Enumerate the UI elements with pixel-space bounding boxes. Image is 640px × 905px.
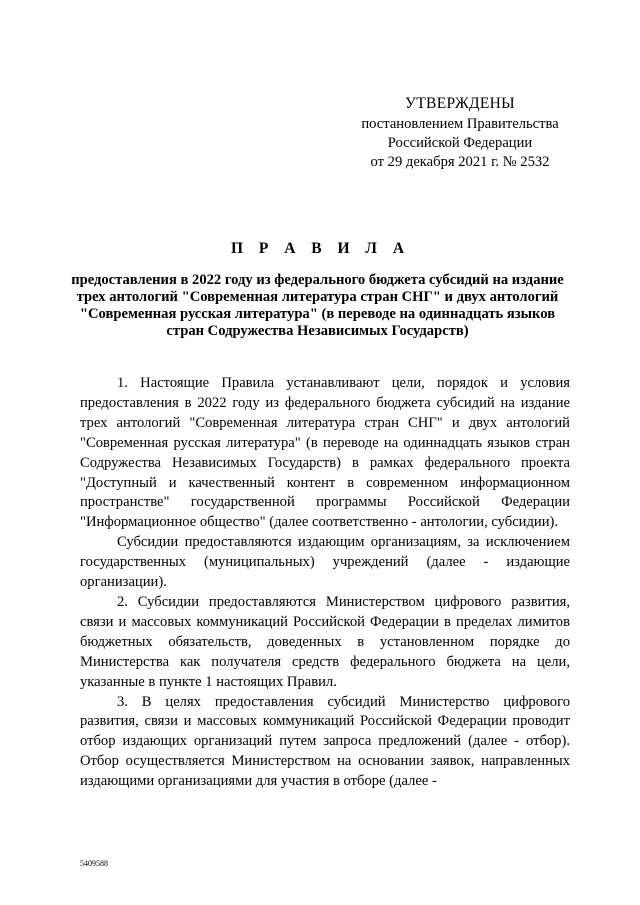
approval-title: УТВЕРЖДЕНЫ bbox=[405, 95, 515, 112]
paragraph-4: 3. В целях предоставления субсидий Министерство цифрового развития, связи и массовых коммуникаций Российской Федерации проводит отбор издающих организаций путем запроса предложений (далее - отбор). Отбор осуществляется Министерством на основании заявок, направленных издающими организациями для участия в отборе (далее - bbox=[80, 693, 570, 790]
approval-line-3: от 29 декабря 2021 г. № 2532 bbox=[370, 154, 550, 170]
document-code: 5409588 bbox=[80, 859, 108, 868]
approval-line-2: Российской Федерации bbox=[387, 135, 533, 151]
document-heading bbox=[60, 240, 575, 340]
paragraph-2: Субсидии предоставляются издающим организациям, за исключением государственных (муниципальных) учреждений (далее - издающие организации). bbox=[80, 534, 570, 591]
paragraph-1: 1. Настоящие Правила устанавливают цели, порядок и условия предоставления в 2022 году из федерального бюджета субсидий на издание трех антологий "Современная литература стран СНГ" и двух антологий "Современная русская литература" (в переводе на одиннадцать языков стран Содружества Независимых Государств) в рамках федерального проекта "Доступный и качественный контент в современном информационном пространстве" государственной программы Российской Федерации "Информационное общество" (далее соответственно - антологии, субсидии). bbox=[80, 375, 570, 531]
approval-line-1: постановлением Правительства bbox=[361, 116, 559, 132]
document-subtitle: предоставления в 2022 году из федерального бюджета субсидий на издание трех антологий "Современная литература стран СНГ" и двух антологий "Современная русская литература" (в переводе на одиннадцать языков стран Содружества Независимых Государств) bbox=[71, 272, 564, 339]
paragraph-3: 2. Субсидии предоставляются Министерством цифрового развития, связи и массовых коммуникаций Российской Федерации в пределах лимитов бюджетных обязательств, доведенных в установленном порядке до Министерства как получателя средств федерального бюджета на цели, указанные в пункте 1 настоящих Правил. bbox=[80, 593, 570, 690]
document-title: П Р А В И Л А bbox=[230, 240, 411, 257]
document-body bbox=[80, 374, 570, 792]
approval-block bbox=[340, 94, 580, 172]
